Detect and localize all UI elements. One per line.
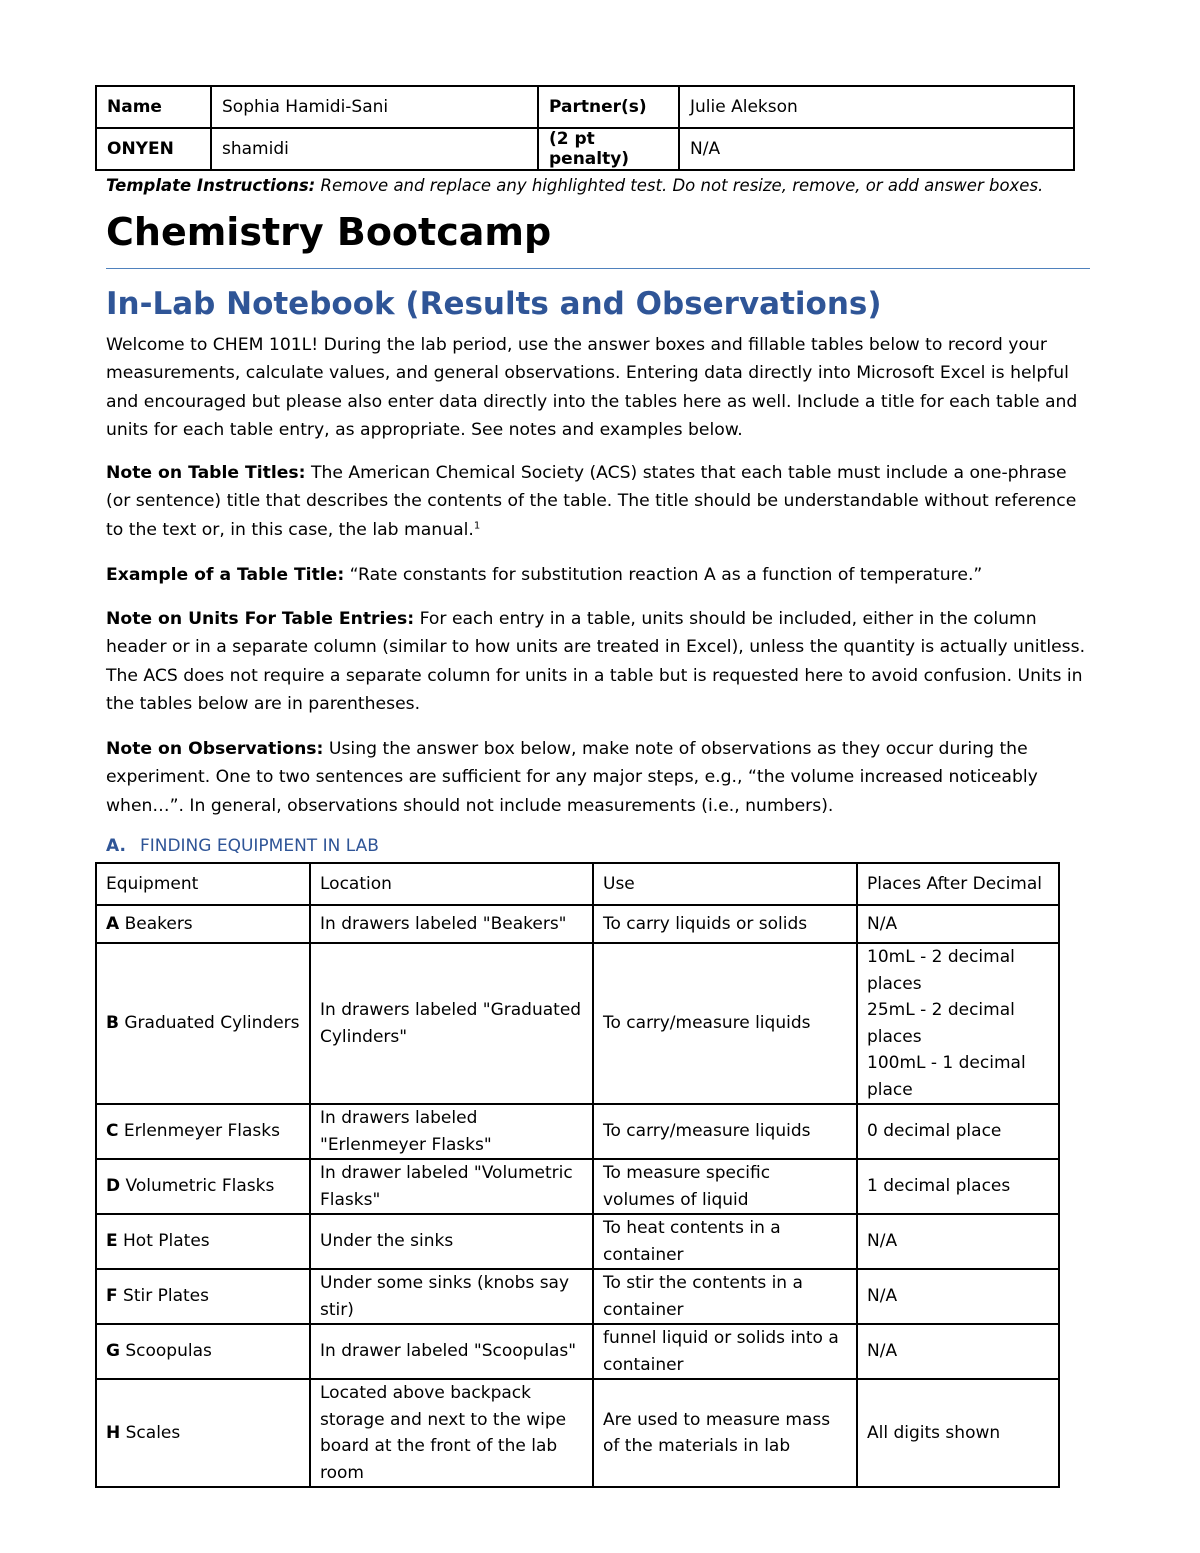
decimal-cell[interactable] — [857, 943, 1059, 1104]
page-title: Chemistry Bootcamp — [106, 210, 552, 254]
intro-paragraph: Welcome to CHEM 101L! During the lab period, use the answer boxes and fillable tables below to record your measurements, calculate values, and general observations. Entering data directly into Microsoft Excel is helpful and encouraged but please also enter data directly into the tables here as well. Include a title for each table and units for each table entry, as appropriate. See notes and examples below. — [106, 335, 1078, 440]
name-value[interactable]: Sophia Hamidi-Sani — [211, 86, 538, 128]
decimal-cell[interactable]: N/A — [857, 1269, 1059, 1324]
example-table-title — [106, 561, 1096, 589]
decimal-cell[interactable]: N/A — [857, 1324, 1059, 1379]
note-titles-label: Note on Table Titles: — [106, 463, 306, 483]
onyen-label: ONYEN — [96, 128, 211, 170]
example-title-text: “Rate constants for substitution reaction A as a function of temperature.” — [344, 565, 983, 585]
table-row — [96, 1159, 1059, 1214]
equipment-name: Hot Plates — [117, 1231, 210, 1252]
note-observations-text: Using the answer box below, make note of observations as they occur during the experiment. One to two sentences are sufficient for any major steps, e.g., “the volume increased noticeably when…”. In general, observations should not include measurements (i.e., numbers). — [106, 739, 1038, 816]
table-row — [96, 1379, 1059, 1487]
equipment-cell[interactable] — [96, 1379, 310, 1487]
location-cell[interactable]: Located above backpack storage and next to the wipe board at the front of the lab room — [310, 1379, 593, 1487]
location-cell[interactable]: Under some sinks (knobs say stir) — [310, 1269, 593, 1324]
table-row — [96, 128, 1074, 170]
table-row — [96, 1324, 1059, 1379]
use-cell[interactable]: To measure specific volumes of liquid — [593, 1159, 857, 1214]
section-a-title: FINDING EQUIPMENT IN LAB — [139, 836, 379, 856]
note-observations — [106, 735, 1096, 820]
equipment-letter: B — [106, 1013, 119, 1034]
use-cell[interactable]: funnel liquid or solids into a container — [593, 1324, 857, 1379]
equipment-name: Volumetric Flasks — [120, 1176, 275, 1197]
column-header: Location — [310, 863, 593, 905]
section-a-heading — [106, 836, 379, 856]
instructions-text: Remove and replace any highlighted test. Do not resize, remove, or add answer boxes. — [315, 176, 1044, 195]
table-row — [96, 943, 1059, 1104]
table-row — [96, 86, 1074, 128]
location-cell[interactable]: Under the sinks — [310, 1214, 593, 1269]
equipment-cell[interactable] — [96, 943, 310, 1104]
use-cell[interactable]: To carry/measure liquids — [593, 1104, 857, 1159]
penalty-label: (2 pt penalty) — [538, 128, 679, 170]
equipment-name: Graduated Cylinders — [118, 1013, 300, 1034]
partner-label: Partner(s) — [538, 86, 679, 128]
note-units-text: For each entry in a table, units should be included, either in the column header or in a separate column (similar to how units are treated in Excel), unless the quantity is actually unitless. The ACS does not require a separate column for units in a table but is requested here to avoid confusion. Units in the tables below are in parentheses. — [106, 609, 1086, 714]
use-cell[interactable]: To carry liquids or solids — [593, 905, 857, 943]
equipment-letter: D — [106, 1176, 121, 1197]
equipment-table — [95, 862, 1060, 1488]
title-divider — [106, 268, 1090, 269]
equipment-name: Erlenmeyer Flasks — [118, 1121, 280, 1142]
equipment-letter: F — [106, 1286, 118, 1307]
equipment-cell[interactable] — [96, 905, 310, 943]
table-row — [96, 905, 1059, 943]
equipment-cell[interactable] — [96, 1324, 310, 1379]
use-cell[interactable]: To stir the contents in a container — [593, 1269, 857, 1324]
penalty-value[interactable]: N/A — [679, 128, 1074, 170]
equipment-cell[interactable] — [96, 1159, 310, 1214]
table-row — [96, 1214, 1059, 1269]
use-cell[interactable]: To heat contents in a container — [593, 1214, 857, 1269]
use-cell[interactable]: Are used to measure mass of the materials in lab — [593, 1379, 857, 1487]
equipment-letter: G — [106, 1341, 120, 1362]
equipment-letter: E — [106, 1231, 118, 1252]
use-cell[interactable]: To carry/measure liquids — [593, 943, 857, 1104]
decimal-cell[interactable]: 1 decimal places — [857, 1159, 1059, 1214]
table-row — [96, 1269, 1059, 1324]
decimal-line: 25mL - 2 decimal places — [867, 1000, 1015, 1047]
location-cell[interactable]: In drawers labeled "Erlenmeyer Flasks" — [310, 1104, 593, 1159]
decimal-line: 10mL - 2 decimal places — [867, 947, 1015, 994]
equipment-cell[interactable] — [96, 1214, 310, 1269]
equipment-letter: C — [106, 1121, 119, 1142]
note-table-titles — [106, 459, 1096, 544]
decimal-cell[interactable]: All digits shown — [857, 1379, 1059, 1487]
column-header: Equipment — [96, 863, 310, 905]
equipment-letter: A — [106, 913, 120, 934]
section-a-letter: A. — [106, 836, 126, 856]
decimal-cell[interactable]: N/A — [857, 905, 1059, 943]
equipment-name: Stir Plates — [117, 1286, 209, 1307]
footnote-marker: 1 — [473, 519, 481, 531]
equipment-name: Scoopulas — [119, 1341, 212, 1362]
location-cell[interactable]: In drawers labeled "Beakers" — [310, 905, 593, 943]
example-title-label: Example of a Table Title: — [106, 565, 345, 585]
column-header: Places After Decimal — [857, 863, 1059, 905]
location-cell[interactable]: In drawer labeled "Scoopulas" — [310, 1324, 593, 1379]
template-instructions — [106, 176, 1043, 195]
page-subtitle: In-Lab Notebook (Results and Observations) — [106, 286, 882, 322]
decimal-cell[interactable]: 0 decimal place — [857, 1104, 1059, 1159]
location-cell[interactable]: In drawers labeled "Graduated Cylinders" — [310, 943, 593, 1104]
onyen-value[interactable]: shamidi — [211, 128, 538, 170]
table-header-row — [96, 863, 1059, 905]
partner-value[interactable]: Julie Alekson — [679, 86, 1074, 128]
equipment-name: Beakers — [119, 913, 193, 934]
name-label: Name — [96, 86, 211, 128]
student-info-table — [95, 85, 1075, 171]
table-row — [96, 1104, 1059, 1159]
column-header: Use — [593, 863, 857, 905]
note-titles-text: The American Chemical Society (ACS) states that each table must include a one-phrase (or sentence) title that describes the contents of the table. The title should be understandable without reference to the text or, in this case, the lab manual. — [106, 463, 1077, 540]
equipment-letter: H — [106, 1422, 121, 1443]
note-units — [106, 605, 1096, 718]
note-units-label: Note on Units For Table Entries: — [106, 609, 415, 629]
equipment-name: Scales — [120, 1422, 181, 1443]
note-observations-label: Note on Observations: — [106, 739, 324, 759]
instructions-label: Template Instructions: — [106, 176, 316, 195]
location-cell[interactable]: In drawer labeled "Volumetric Flasks" — [310, 1159, 593, 1214]
equipment-cell[interactable] — [96, 1104, 310, 1159]
decimal-cell[interactable]: N/A — [857, 1214, 1059, 1269]
decimal-line: 100mL - 1 decimal place — [867, 1053, 1026, 1100]
equipment-cell[interactable] — [96, 1269, 310, 1324]
